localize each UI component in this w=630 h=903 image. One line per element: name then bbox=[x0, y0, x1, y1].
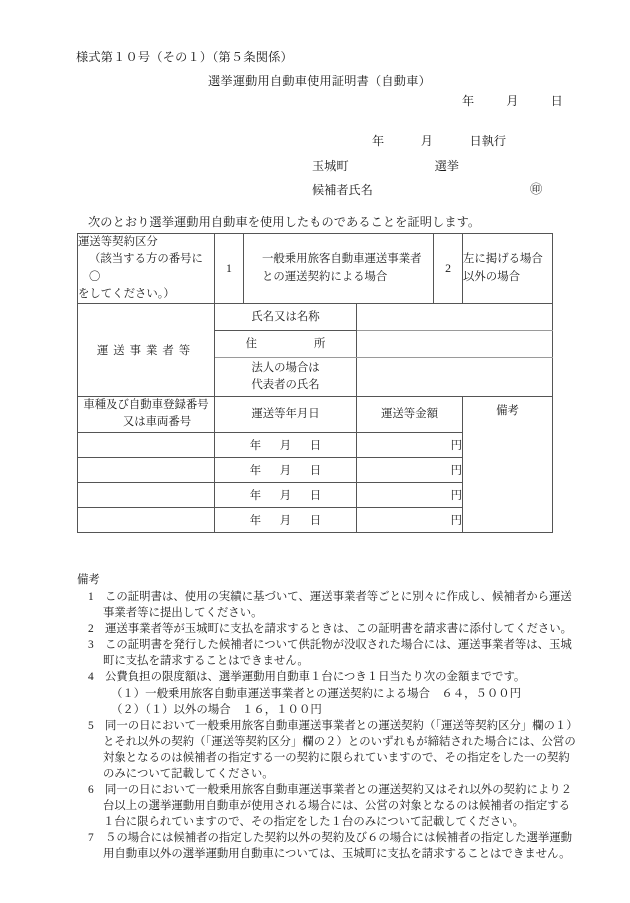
entry-date-1[interactable] bbox=[215, 432, 357, 457]
option-1-description bbox=[244, 234, 434, 304]
notes-section bbox=[77, 572, 577, 862]
note-number: 6 bbox=[88, 784, 94, 797]
option-2-number[interactable] bbox=[434, 234, 463, 304]
note-text-wrap bbox=[103, 669, 577, 717]
form-code: 様式第１０号（その１）（第５条関係） bbox=[76, 50, 293, 64]
entry-year-3: 年 bbox=[249, 489, 262, 502]
kubun-label-line1: 運送等契約区分 bbox=[78, 236, 158, 248]
note-number: 1 bbox=[88, 591, 94, 604]
column-header-vehicle bbox=[78, 397, 215, 432]
carrier-rep-line1: 法人の場合は bbox=[251, 362, 320, 375]
entry-yen-4: 円 bbox=[450, 514, 463, 527]
entry-amount-1[interactable] bbox=[357, 432, 463, 457]
candidate-name-label: 候補者氏名 bbox=[312, 183, 373, 197]
entry-date-2[interactable] bbox=[215, 457, 357, 482]
issue-date-month: 月 bbox=[506, 94, 519, 108]
entry-yen-1: 円 bbox=[450, 439, 463, 452]
carrier-name-value[interactable] bbox=[357, 304, 553, 331]
note-number: 5 bbox=[88, 719, 94, 732]
column-header-amount: 運送等金額 bbox=[357, 397, 463, 432]
note-text: 公費負担の限度額は、選挙運動用自動車１台につき１日当たり次の金額までです。 bbox=[105, 671, 526, 684]
election-word: 選挙 bbox=[434, 159, 459, 173]
note-item bbox=[77, 637, 577, 669]
carrier-name-label: 氏名又は名称 bbox=[215, 304, 357, 331]
entry-date-4[interactable] bbox=[215, 507, 357, 532]
column-header-vehicle-line1: 車種及び自動車登録番号 bbox=[83, 399, 209, 412]
entry-vehicle-3[interactable] bbox=[78, 482, 215, 507]
option-2-line1: 左に掲げる場合 bbox=[463, 252, 543, 265]
kubun-label-line3: をしてください。） bbox=[78, 287, 175, 300]
issue-date-line bbox=[462, 92, 563, 109]
carrier-address-value[interactable] bbox=[357, 331, 553, 358]
entry-year-2: 年 bbox=[249, 464, 262, 477]
document-title: 選挙運動用自動車使用証明書（自動車） bbox=[208, 74, 431, 88]
entry-day-3: 日 bbox=[309, 489, 322, 502]
carrier-representative-value[interactable] bbox=[357, 358, 553, 397]
table-row-contract-classification bbox=[78, 234, 553, 304]
note-item bbox=[77, 830, 577, 862]
entry-date-3[interactable] bbox=[215, 482, 357, 507]
note-subitem: （２）（１）以外の場合 １６，１００円 bbox=[111, 703, 322, 716]
note-item bbox=[77, 782, 577, 830]
note-text: 同一の日において一般乗用旅客自動車運送事業者との運送契約（「運送等契約区分」欄の１）とそれ以外の契約（「運送等契約区分」欄の２）とのいずれもが締結された場合には、公営の対象となるのは候補者の指定する一の契約に限られていますので、その指定をした一の契約のみについて記載してください。 bbox=[103, 719, 576, 780]
kubun-label-line2: （該当する方の番号に〇 bbox=[89, 253, 203, 283]
table-row-carrier-name bbox=[78, 304, 553, 331]
entry-yen-3: 円 bbox=[450, 489, 463, 502]
entry-year-1: 年 bbox=[249, 439, 262, 452]
option-1-line2: との運送契約による場合 bbox=[262, 270, 388, 283]
entry-year-4: 年 bbox=[249, 514, 262, 527]
note-item bbox=[77, 589, 577, 621]
note-number: 7 bbox=[88, 832, 94, 845]
entry-day-4: 日 bbox=[309, 514, 322, 527]
option-2-number-text: 2 bbox=[445, 261, 451, 276]
issue-date-year: 年 bbox=[462, 94, 475, 108]
note-number: 4 bbox=[88, 671, 94, 684]
note-subitem: （１）一般乗用旅客自動車運送事業者との運送契約による場合 ６４，５００円 bbox=[111, 687, 522, 700]
note-item bbox=[77, 669, 577, 717]
option-1-number[interactable] bbox=[215, 234, 244, 304]
entry-amount-4[interactable] bbox=[357, 507, 463, 532]
option-2-description bbox=[463, 234, 553, 304]
note-item bbox=[77, 718, 577, 782]
entry-amount-2[interactable] bbox=[357, 457, 463, 482]
entry-day-2: 日 bbox=[309, 464, 322, 477]
issue-date-day: 日 bbox=[550, 94, 563, 108]
carrier-rep-line2: 代表者の氏名 bbox=[251, 379, 320, 392]
note-text: 運送事業者等が玉城町に支払を請求するときは、この証明書を請求書に添付してください。 bbox=[105, 623, 573, 636]
column-header-remarks: 備考 bbox=[463, 397, 553, 532]
entry-vehicle-4[interactable] bbox=[78, 507, 215, 532]
election-execution-date: 年 月 日執行 bbox=[372, 134, 507, 148]
town-name: 玉城町 bbox=[312, 159, 349, 173]
entry-month-3: 月 bbox=[279, 489, 292, 502]
option-1-number-text: 1 bbox=[226, 261, 232, 276]
carrier-section-label: 運送事業者等 bbox=[78, 304, 215, 397]
certification-statement: 次のとおり選挙運動用自動車を使用したものであることを証明します。 bbox=[88, 215, 481, 229]
table-row-column-headers bbox=[78, 397, 553, 432]
entry-day-1: 日 bbox=[309, 439, 322, 452]
note-text: 同一の日において一般乗用旅客自動車運送事業者との運送契約又はそれ以外の契約により２台以上の選挙運動用自動車が使用される場合には、公営の対象となるのは候補者の指定する１台に限られていますので、その指定をした１台のみについて記載してください。 bbox=[103, 784, 573, 829]
option-2-line2: 以外の場合 bbox=[463, 270, 520, 283]
seal-icon: ㊞ bbox=[530, 182, 543, 196]
entry-month-1: 月 bbox=[279, 439, 292, 452]
note-text: この証明書は、使用の実績に基づいて、運送事業者等ごとに別々に作成し、候補者から運送事業者等に提出してください。 bbox=[103, 591, 572, 620]
notes-title: 備考 bbox=[77, 574, 100, 586]
certificate-table bbox=[77, 233, 553, 533]
note-text: この証明書を発行した候補者について供託物が没収された場合には、運送事業者等は、玉城町に支払を請求することはできません。 bbox=[103, 639, 572, 668]
entry-yen-2: 円 bbox=[450, 464, 463, 477]
note-number: 2 bbox=[88, 623, 94, 636]
entry-vehicle-2[interactable] bbox=[78, 457, 215, 482]
carrier-address-label: 住 所 bbox=[215, 331, 357, 358]
option-1-line1: 一般乗用旅客自動車運送事業者 bbox=[262, 252, 422, 265]
entry-amount-3[interactable] bbox=[357, 482, 463, 507]
election-town-line bbox=[312, 157, 459, 174]
note-item bbox=[77, 621, 577, 637]
note-number: 3 bbox=[88, 639, 94, 652]
column-header-vehicle-line2: 又は車両番号 bbox=[122, 416, 192, 429]
entry-month-2: 月 bbox=[279, 464, 292, 477]
entry-vehicle-1[interactable] bbox=[78, 432, 215, 457]
note-text: ５の場合には候補者の指定した契約以外の契約及び６の場合には候補者の指定した選挙運動用自動車以外の選挙運動用自動車については、玉城町に支払を請求することはできません。 bbox=[103, 832, 573, 861]
column-header-date: 運送等年月日 bbox=[215, 397, 357, 432]
cell-kubun-label bbox=[78, 234, 215, 304]
carrier-representative-label bbox=[215, 358, 357, 397]
entry-month-4: 月 bbox=[279, 514, 292, 527]
